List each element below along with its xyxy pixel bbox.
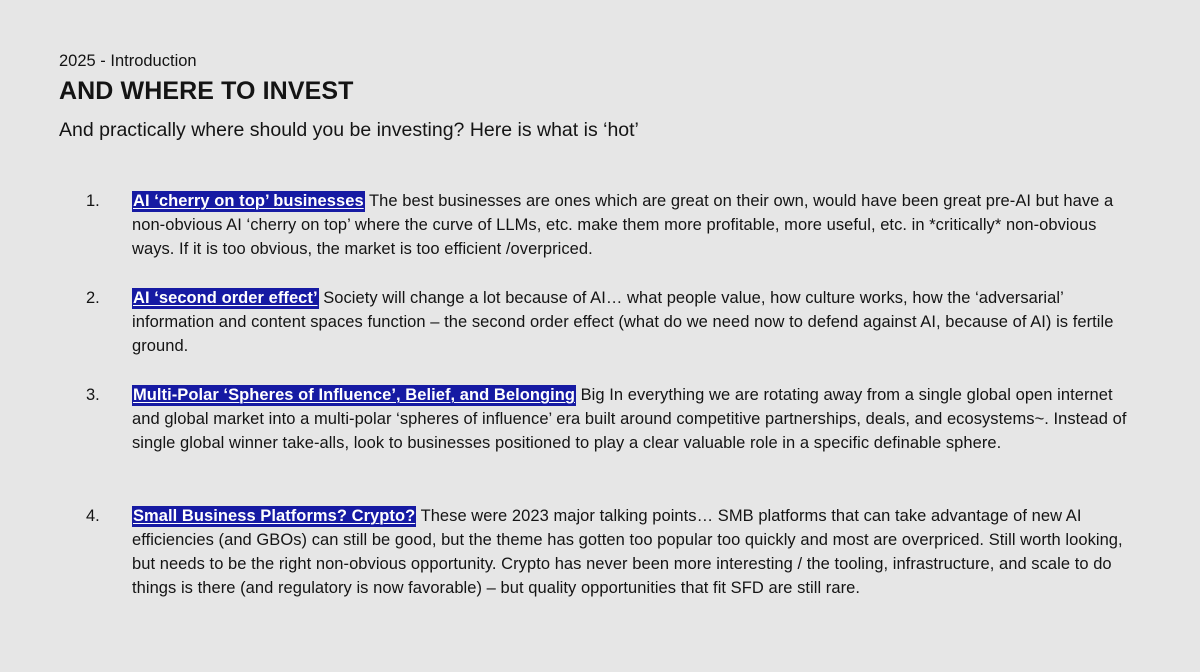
page-title: AND WHERE TO INVEST xyxy=(59,77,354,105)
list-item-text: The best businesses are ones which are great on their own, would have been great pre-AI but have a non-obvious AI ‘cherry on top’ where the curve of LLMs, etc. make them more profitable, more useful, etc. in *critically* non-obvious ways. If it is too obvious, the market is too efficient /overpriced. xyxy=(132,192,1114,258)
list-item-highlight: Multi-Polar ‘Spheres of Influence’, Belief, and Belonging xyxy=(133,386,575,404)
list-item-body xyxy=(132,383,1132,455)
list-item-text: These were 2023 major talking points… SMB platforms that can take advantage of new AI efficiencies (and GBOs) can still be good, but the theme has gotten too popular too quickly and most are overpriced. Still worth looking, but needs to be the right non-obvious opportunity. Crypto has never been more interesting / the tooling, infrastructure, and scale to do things is there (and regulatory is now favorable) – but quality opportunities that fit SFD are still rare. xyxy=(132,507,1123,597)
list-item-highlight: AI ‘second order effect’ xyxy=(133,289,318,307)
list-item-number: 2. xyxy=(86,289,100,307)
list-item-number: 3. xyxy=(86,386,100,404)
list-item-highlight: AI ‘cherry on top’ businesses xyxy=(133,192,364,210)
section-eyebrow: 2025 - Introduction xyxy=(59,52,197,70)
list-item-number: 1. xyxy=(86,192,100,210)
list-item-number: 4. xyxy=(86,507,100,525)
list-item-body xyxy=(132,504,1132,600)
list-item-text: Big In everything we are rotating away from a single global open internet and global market into a multi-polar ‘spheres of influence’ era built around competitive partnerships, deals, and ecosystems~. Instead of single global winner take-alls, look to businesses positioned to play a clear valuable role in a specific definable sphere. xyxy=(132,386,1127,452)
list-item-highlight: Small Business Platforms? Crypto? xyxy=(133,507,416,525)
list-item-body xyxy=(132,286,1132,358)
list-item-text: Society will change a lot because of AI… what people value, how culture works, how the ‘adversarial’ information and content spaces function – the second order effect (what do we need now to defend against AI, because of AI) is fertile ground. xyxy=(132,289,1114,355)
page-subtitle: And practically where should you be investing? Here is what is ‘hot’ xyxy=(59,119,639,141)
list-item-body xyxy=(132,189,1132,261)
